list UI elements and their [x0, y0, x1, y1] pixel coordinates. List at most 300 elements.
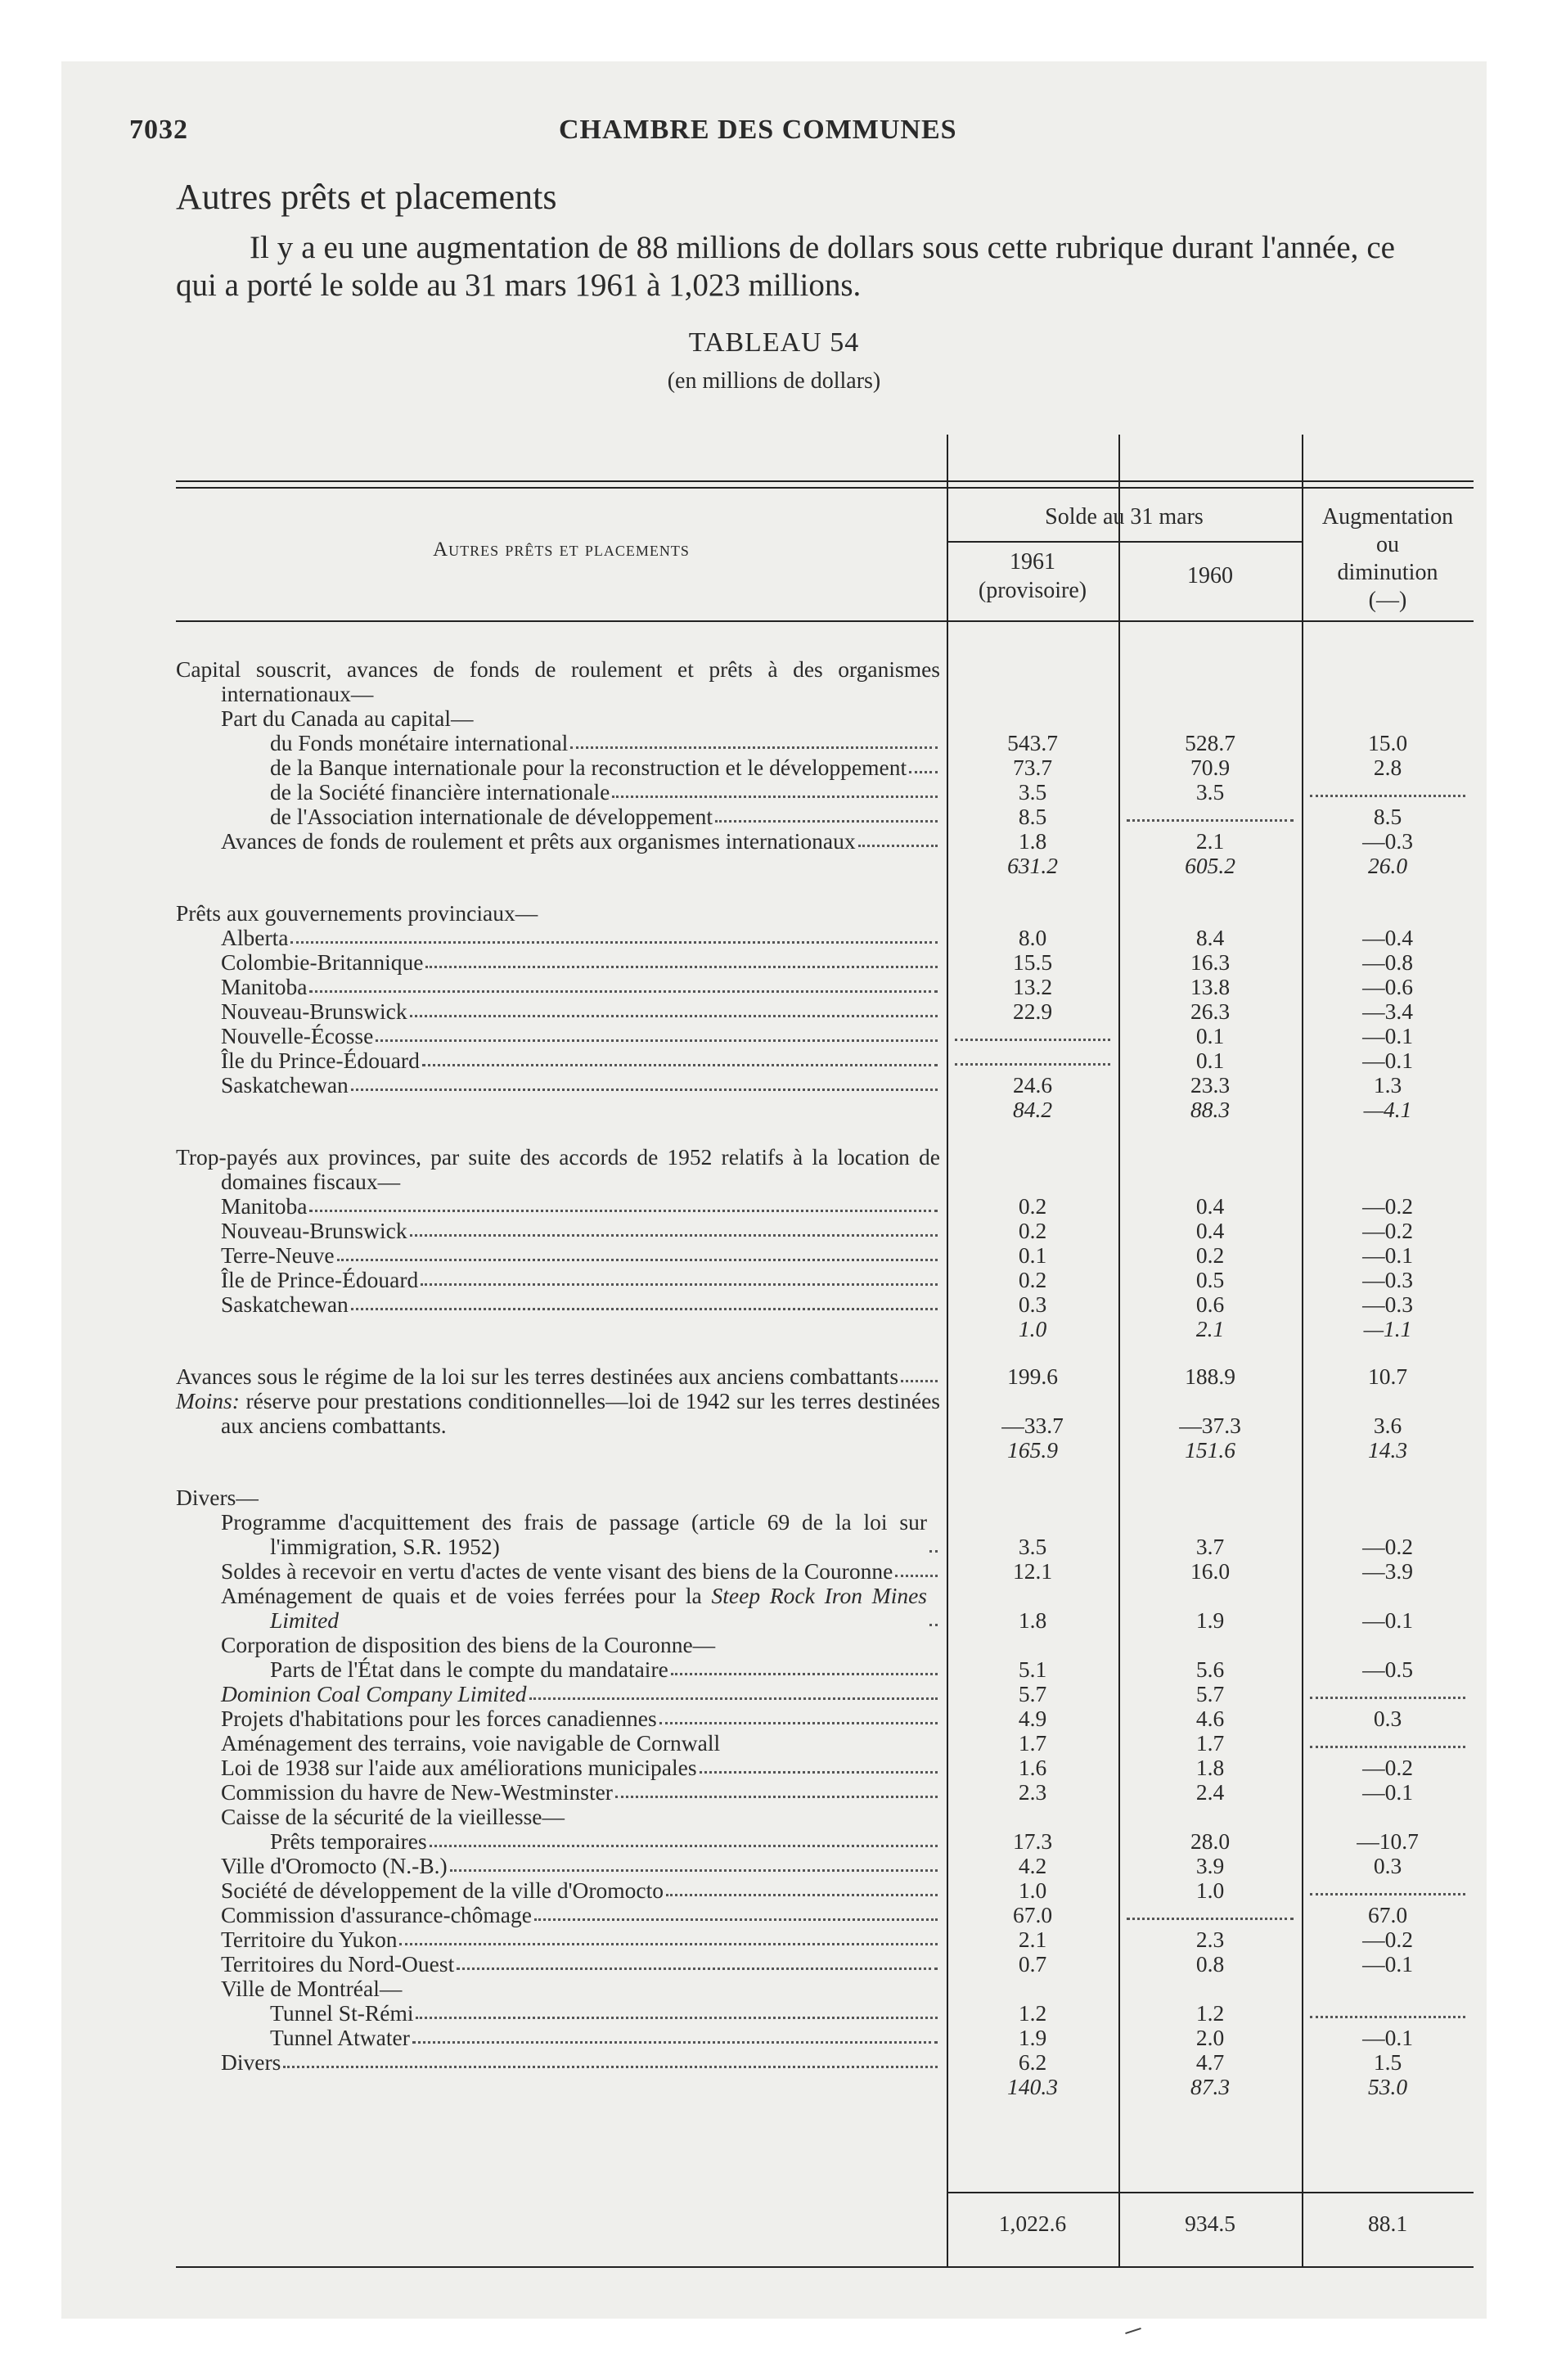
table-row	[176, 1805, 1474, 1829]
value-1960: 3.9	[1195, 1853, 1225, 1878]
row-label-text: Territoire du Yukon	[221, 1927, 398, 1952]
group-gap	[176, 2099, 1474, 2122]
row-label	[176, 706, 947, 731]
dot-leader	[410, 1015, 938, 1017]
dot-leader	[309, 1210, 938, 1212]
dot-leader	[421, 1283, 938, 1286]
table-row	[176, 1977, 1474, 2001]
row-label-italic: Steep Rock Iron Mines Limited	[270, 1583, 927, 1633]
value-1961: 4.2	[1018, 1853, 1047, 1878]
table-units: (en millions de dollars)	[667, 368, 881, 394]
row-label-text: Prêts temporaires	[270, 1828, 427, 1854]
value-1960: 0.1	[1195, 1048, 1225, 1073]
value-1960: 28.0	[1190, 1828, 1231, 1854]
value-change: —3.9	[1362, 1558, 1413, 1584]
row-label-text: Nouvelle-Écosse	[221, 1023, 374, 1048]
value-1961: 199.6	[1007, 1364, 1058, 1389]
row-label	[176, 1024, 947, 1048]
value-1961: 6.2	[1018, 2049, 1047, 2075]
row-label	[176, 999, 947, 1024]
value-change: —0.3	[1362, 1267, 1413, 1292]
value-1960: —37.3	[1179, 1413, 1241, 1438]
value-1961: 3.5	[1018, 779, 1047, 805]
value-1960: 16.3	[1190, 949, 1231, 975]
value-1961: 543.7	[1007, 730, 1058, 755]
table-row	[176, 1194, 1474, 1219]
table-row	[176, 1073, 1474, 1098]
row-label-text: Île du Prince-Édouard	[221, 1048, 420, 1073]
table-row	[176, 1268, 1474, 1292]
value-1961: 8.5	[1018, 804, 1047, 829]
dot-leader	[457, 1968, 938, 1970]
value-1961: 3.5	[1018, 1534, 1047, 1559]
stray-pen-mark	[1125, 2328, 1141, 2334]
table-row	[176, 805, 1474, 829]
value-1961: 140.3	[1007, 2074, 1058, 2099]
table-row	[176, 901, 1474, 926]
table-row	[176, 1829, 1474, 1854]
value-1961: 2.1	[1018, 1927, 1047, 1952]
row-label	[176, 1292, 947, 1317]
total-row	[947, 2211, 1474, 2237]
row-label	[176, 1977, 947, 2001]
value-1960: 0.4	[1195, 1193, 1225, 1219]
value-1961: 1.7	[1018, 1730, 1047, 1756]
col-header-change-4: (—)	[1368, 588, 1407, 613]
value-1961: 1.0	[1018, 1316, 1047, 1341]
value-1961: 67.0	[1012, 1902, 1053, 1927]
solde-header-rule	[947, 541, 1302, 543]
value-1960: 0.1	[1195, 1023, 1225, 1048]
row-label	[176, 950, 947, 975]
value-change: 10.7	[1367, 1364, 1408, 1389]
table-row	[176, 731, 1474, 755]
dot-leader	[615, 1796, 938, 1798]
value-1961: 1.0	[1018, 1877, 1047, 1903]
table-row	[176, 1024, 1474, 1048]
row-label	[176, 1657, 947, 1682]
group-gap	[176, 1341, 1474, 1364]
row-label-text: Nouveau-Brunswick	[221, 1218, 407, 1243]
table-row	[176, 1903, 1474, 1927]
row-label-text: Commission d'assurance-chômage	[221, 1902, 532, 1927]
group-gap	[176, 878, 1474, 901]
subtotal-row	[176, 854, 1474, 878]
col-header-1961: 1961	[1010, 549, 1055, 575]
value-change: —0.1	[1362, 1951, 1413, 1977]
value-1960: 23.3	[1190, 1072, 1231, 1098]
table-row	[176, 780, 1474, 805]
dot-leader	[337, 1259, 938, 1261]
value-change: —3.4	[1362, 998, 1413, 1024]
value-change: —10.7	[1357, 1828, 1419, 1854]
value-1960: 2.0	[1195, 2025, 1225, 2050]
value-1960: 3.5	[1195, 779, 1225, 805]
value-1960: 151.6	[1185, 1437, 1235, 1463]
row-label	[176, 1903, 947, 1927]
row-label-text: Saskatchewan	[221, 1291, 349, 1317]
row-label-text: Terre-Neuve	[221, 1242, 335, 1268]
value-1960: 2.3	[1195, 1927, 1225, 1952]
scanned-page	[61, 61, 1487, 2319]
value-change: 15.0	[1367, 730, 1408, 755]
row-label-text: Soldes à recevoir en vertu d'actes de vente visant des biens de la Couronne	[221, 1558, 893, 1584]
value-1960: 2.4	[1195, 1779, 1225, 1805]
value-change: 14.3	[1367, 1437, 1408, 1463]
value-1960: 5.7	[1195, 1681, 1225, 1706]
table-row	[176, 1219, 1474, 1243]
value-change: —0.8	[1362, 949, 1413, 975]
table-row	[176, 1485, 1474, 1510]
row-label-italic: Moins:	[176, 1388, 240, 1413]
dot-leader	[529, 1697, 938, 1700]
row-label	[176, 1584, 947, 1633]
row-label-text: Nouveau-Brunswick	[221, 998, 407, 1024]
value-1960: 26.3	[1190, 998, 1231, 1024]
value-1961: 5.7	[1018, 1681, 1047, 1706]
dot-leader	[351, 1089, 938, 1091]
subtotal-row	[176, 1438, 1474, 1463]
table-row	[176, 755, 1474, 780]
table-title: TABLEAU 54	[688, 327, 860, 358]
row-label	[176, 1048, 947, 1073]
row-label-text: Projets d'habitations pour les forces canadiennes	[221, 1706, 657, 1731]
row-label	[176, 1243, 947, 1268]
dot-leader	[929, 1624, 938, 1626]
row-label-text: de la Société financière internationale	[270, 779, 610, 805]
row-label	[176, 2026, 947, 2050]
value-1961: 1.9	[1018, 2025, 1047, 2050]
table-rule-header	[176, 620, 1474, 622]
row-label	[176, 926, 947, 950]
row-label-text: Parts de l'État dans le compte du mandataire	[270, 1657, 668, 1682]
row-label	[176, 780, 947, 805]
value-change: —0.2	[1362, 1755, 1413, 1780]
row-label-text: Ville d'Oromocto (N.-B.)	[221, 1853, 448, 1878]
row-label	[176, 1682, 947, 1706]
value-1961: 2.3	[1018, 1779, 1047, 1805]
row-label-text: Alberta	[221, 925, 289, 950]
row-label-text: Avances sous le régime de la loi sur les terres destinées aux anciens combattants	[176, 1364, 899, 1389]
group-gap	[176, 1122, 1474, 1145]
table-rule-top-2	[176, 487, 1474, 489]
row-label	[176, 1219, 947, 1243]
row-label-text: réserve pour prestations conditionnelles—loi de 1942 sur les terres destinées aux anciens combattants.	[221, 1388, 940, 1438]
value-1961: 84.2	[1012, 1097, 1053, 1122]
dot-leader	[534, 1918, 938, 1921]
value-1960: 0.4	[1195, 1218, 1225, 1243]
value-1961: 15.5	[1012, 949, 1053, 975]
row-label	[176, 1559, 947, 1584]
row-label-text: Ville de Montréal—	[221, 1976, 403, 2001]
row-label-text: Colombie-Britannique	[221, 949, 424, 975]
dot-leader	[422, 1064, 938, 1066]
value-1961: 13.2	[1012, 974, 1053, 999]
table-row	[176, 2001, 1474, 2026]
dot-leader	[283, 2066, 938, 2068]
table-row	[176, 1559, 1474, 1584]
table-row	[176, 2026, 1474, 2050]
dot-leader	[901, 1380, 938, 1382]
value-1960: 528.7	[1185, 730, 1235, 755]
row-label-text: Programme d'acquittement des frais de passage (article 69 de la loi sur l'immigration, S.R. 1952)	[221, 1509, 927, 1559]
row-label	[176, 1731, 947, 1756]
value-1960: 1.0	[1195, 1877, 1225, 1903]
value-1960: 8.4	[1195, 925, 1225, 950]
value-1960: 0.5	[1195, 1267, 1225, 1292]
dot-leader	[666, 1894, 938, 1896]
row-label-text: Loi de 1938 sur l'aide aux améliorations municipales	[221, 1755, 697, 1780]
value-change: 1.3	[1373, 1072, 1402, 1098]
value-1960: 2.1	[1195, 1316, 1225, 1341]
row-label	[176, 1633, 947, 1657]
value-1961: 1.8	[1018, 1607, 1047, 1633]
dot-leader	[929, 1550, 938, 1553]
section-title: Autres prêts et placements	[176, 177, 557, 217]
total-change: 88.1	[1367, 2211, 1408, 2236]
subtotal-row	[176, 2075, 1474, 2099]
row-label	[176, 1805, 947, 1829]
dot-leader	[425, 966, 938, 968]
row-label-text: de l'Association internationale de développement	[270, 804, 713, 829]
value-1960: 70.9	[1190, 755, 1231, 780]
value-change: —0.2	[1362, 1534, 1413, 1559]
row-label-text: Territoires du Nord-Ouest	[221, 1951, 455, 1977]
dot-leader	[376, 1039, 938, 1042]
row-label-text: Divers—	[176, 1485, 259, 1510]
value-1961: 165.9	[1007, 1437, 1058, 1463]
table-row	[176, 1633, 1474, 1657]
row-label-text: Commission du havre de New-Westminster	[221, 1779, 613, 1805]
value-1961: 24.6	[1012, 1072, 1053, 1098]
table-row	[176, 1048, 1474, 1073]
col-header-label: Autres prêts et placements	[433, 539, 690, 561]
value-1960: 1.2	[1195, 2000, 1225, 2026]
value-change: 8.5	[1373, 804, 1402, 829]
dot-leader	[416, 2017, 938, 2019]
value-change: 53.0	[1367, 2074, 1408, 2099]
col-header-change-3: diminution	[1337, 560, 1438, 585]
value-change: —0.2	[1362, 1927, 1413, 1952]
value-change: —0.4	[1362, 925, 1413, 950]
value-change: 67.0	[1367, 1902, 1408, 1927]
table-row	[176, 1510, 1474, 1559]
table-row	[176, 1731, 1474, 1756]
dot-leader	[430, 1845, 938, 1847]
value-change: —0.2	[1362, 1193, 1413, 1219]
value-1961: 0.2	[1018, 1193, 1047, 1219]
value-1961: —33.7	[1001, 1413, 1064, 1438]
table-row	[176, 999, 1474, 1024]
row-label-text: Société de développement de la ville d'Oromocto	[221, 1877, 664, 1903]
row-label-text: de la Banque internationale pour la reconstruction et le développement	[270, 755, 907, 780]
dot-leader	[671, 1673, 938, 1675]
row-label	[176, 805, 947, 829]
value-change: —4.1	[1363, 1097, 1412, 1122]
row-label	[176, 1854, 947, 1878]
value-1961: 0.2	[1018, 1267, 1047, 1292]
empty-cell-dots	[947, 1039, 1118, 1048]
dot-leader	[290, 941, 938, 944]
dot-leader	[570, 746, 938, 749]
value-1961: 1.6	[1018, 1755, 1047, 1780]
row-label	[176, 975, 947, 999]
table-row	[176, 657, 1474, 706]
table-row	[176, 1243, 1474, 1268]
table-row	[176, 1780, 1474, 1805]
row-label-text: Prêts aux gouvernements provinciaux—	[176, 900, 538, 926]
col-header-change: Augmentation	[1321, 504, 1454, 530]
table-row	[176, 706, 1474, 731]
row-label	[176, 1073, 947, 1098]
dot-leader	[309, 990, 938, 993]
table-row	[176, 926, 1474, 950]
value-change: —0.1	[1362, 1242, 1413, 1268]
value-1961: 631.2	[1007, 853, 1058, 878]
value-1961: 5.1	[1018, 1657, 1047, 1682]
row-label-text: du Fonds monétaire international	[270, 730, 569, 755]
table-row	[176, 1927, 1474, 1952]
table-row	[176, 1706, 1474, 1731]
subtotal-row	[176, 1317, 1474, 1341]
table-row	[176, 975, 1474, 999]
table-rule-top	[176, 480, 1474, 482]
table-body	[176, 657, 1474, 2122]
row-label	[176, 1389, 947, 1438]
value-1961: 0.3	[1018, 1291, 1047, 1317]
dot-leader	[399, 1943, 938, 1945]
value-change: 1.5	[1373, 2049, 1402, 2075]
table-rule-bottom	[176, 2266, 1474, 2268]
col-header-1961-note: (provisoire)	[978, 578, 1087, 603]
row-label-text: Aménagement de quais et de voies ferrées pour la	[221, 1583, 712, 1608]
table-row	[176, 1682, 1474, 1706]
row-label-text: Aménagement des terrains, voie navigable de Cornwall	[221, 1730, 721, 1756]
row-label-text: Divers	[221, 2049, 281, 2075]
table-row	[176, 1756, 1474, 1780]
value-change: —0.1	[1362, 1779, 1413, 1805]
dot-leader	[715, 820, 938, 823]
row-label	[176, 1510, 947, 1559]
table-row	[176, 1854, 1474, 1878]
value-1960: 4.7	[1195, 2049, 1225, 2075]
row-label	[176, 1485, 947, 1510]
row-label	[176, 1927, 947, 1952]
row-label	[176, 1706, 947, 1731]
page-number: 7032	[129, 115, 188, 145]
value-change: —1.1	[1363, 1316, 1412, 1341]
row-label	[176, 1194, 947, 1219]
row-label-text: Capital souscrit, avances de fonds de roulement et prêts à des organismes internationaux—	[176, 656, 940, 706]
value-1961: 1.8	[1018, 828, 1047, 854]
table-row	[176, 1292, 1474, 1317]
value-change: —0.3	[1362, 1291, 1413, 1317]
value-1961: 12.1	[1012, 1558, 1053, 1584]
row-label	[176, 1878, 947, 1903]
value-1960: 0.8	[1195, 1951, 1225, 1977]
value-1960: 605.2	[1185, 853, 1235, 878]
row-label-text: Caisse de la sécurité de la vieillesse—	[221, 1804, 565, 1829]
table-row	[176, 1952, 1474, 1977]
row-label-text: Trop-payés aux provinces, par suite des accords de 1952 relatifs à la location de domaines fiscaux—	[176, 1144, 940, 1194]
row-label-text: Île de Prince-Édouard	[221, 1267, 419, 1292]
total-rule	[947, 2192, 1474, 2193]
row-label-text: Tunnel Atwater	[270, 2025, 410, 2050]
dot-leader	[659, 1722, 938, 1724]
value-change: —0.6	[1362, 974, 1413, 999]
row-label-text: Tunnel St-Rémi	[270, 2000, 414, 2026]
table-row	[176, 1389, 1474, 1438]
value-change: 2.8	[1373, 755, 1402, 780]
value-1960: 16.0	[1190, 1558, 1231, 1584]
dot-leader	[895, 1575, 938, 1577]
row-label	[176, 1756, 947, 1780]
row-label	[176, 829, 947, 854]
row-label	[176, 901, 947, 926]
value-change: —0.2	[1362, 1218, 1413, 1243]
row-label	[176, 1145, 947, 1194]
value-change: —0.1	[1362, 2025, 1413, 2050]
value-1960: 1.9	[1195, 1607, 1225, 1633]
group-gap	[176, 1463, 1474, 1485]
table-row	[176, 1145, 1474, 1194]
row-label	[176, 2001, 947, 2026]
dot-leader	[410, 1234, 938, 1237]
row-label	[176, 1268, 947, 1292]
value-1960: 5.6	[1195, 1657, 1225, 1682]
value-1960: 2.1	[1195, 828, 1225, 854]
dot-leader	[612, 796, 938, 798]
row-label-italic: Dominion Coal Company Limited	[221, 1681, 527, 1706]
table-row	[176, 1364, 1474, 1389]
row-label	[176, 657, 947, 706]
row-label-text: Manitoba	[221, 974, 308, 999]
value-1960: 1.8	[1195, 1755, 1225, 1780]
row-label	[176, 1364, 947, 1389]
intro-paragraph: Il y a eu une augmentation de 88 millions de dollars sous cette rubrique durant l'année, ce qui a porté le solde au 31 mars 1961 à 1,023 millions.	[176, 230, 1395, 303]
row-label	[176, 1829, 947, 1854]
total-1960: 934.5	[1185, 2211, 1235, 2236]
value-1960: 0.6	[1195, 1291, 1225, 1317]
value-1960: 88.3	[1190, 1097, 1231, 1122]
row-label-text: Corporation de disposition des biens de la Couronne—	[221, 1632, 716, 1657]
value-1961: 0.7	[1018, 1951, 1047, 1977]
row-label	[176, 1952, 947, 1977]
value-change: 0.3	[1373, 1853, 1402, 1878]
col-header-solde: Solde au 31 mars	[1045, 504, 1204, 530]
row-label	[176, 2050, 947, 2075]
dot-leader	[909, 771, 938, 773]
value-1961: 0.2	[1018, 1218, 1047, 1243]
dot-leader	[858, 845, 938, 847]
value-change: —0.1	[1362, 1023, 1413, 1048]
value-1961: 1.2	[1018, 2000, 1047, 2026]
value-change: 26.0	[1367, 853, 1408, 878]
table-row	[176, 1657, 1474, 1682]
table-row	[176, 950, 1474, 975]
value-1960: 188.9	[1185, 1364, 1235, 1389]
dot-leader	[351, 1308, 938, 1310]
value-1961: 8.0	[1018, 925, 1047, 950]
table-row	[176, 829, 1474, 854]
table-row	[176, 1584, 1474, 1633]
value-1960: 1.7	[1195, 1730, 1225, 1756]
col-header-1960: 1960	[1187, 563, 1233, 588]
table-row	[176, 1878, 1474, 1903]
table-row	[176, 2050, 1474, 2075]
value-1960: 13.8	[1190, 974, 1231, 999]
value-1960: 87.3	[1190, 2074, 1231, 2099]
